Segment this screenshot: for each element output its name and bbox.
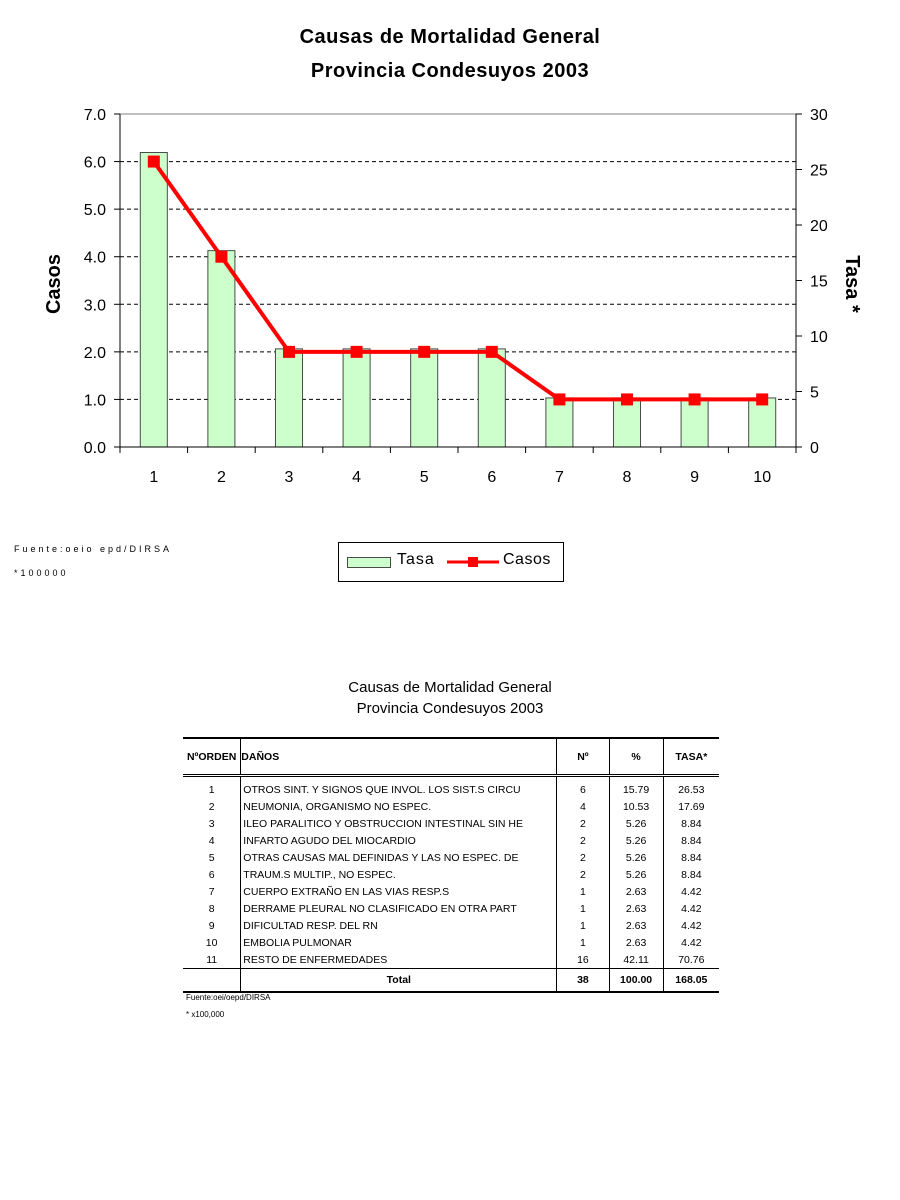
mortality-table <box>183 737 719 993</box>
row-dano: OTROS SINT. Y SIGNOS QUE INVOL. LOS SIST.S CIRCU <box>241 776 557 799</box>
table-row <box>183 849 719 866</box>
y2-tick-label: 10 <box>810 329 828 346</box>
row-dano: DIFICULTAD RESP. DEL RN <box>241 917 557 934</box>
x-tick-label: 8 <box>622 469 632 486</box>
casos-point <box>418 346 430 358</box>
row-pct: 2.63 <box>609 883 663 900</box>
table-title: Causas de Mortalidad General <box>348 679 552 696</box>
tasa-bar <box>478 349 505 447</box>
total-pct: 100.00 <box>609 969 663 993</box>
row-orden: 6 <box>208 868 215 881</box>
total-spacer <box>183 969 241 993</box>
x-tick-label: 6 <box>487 469 497 486</box>
row-pct: 2.63 <box>609 917 663 934</box>
row-dano: CUERPO EXTRAÑO EN LAS VIAS RESP.S <box>241 883 557 900</box>
tasa-bars <box>140 153 775 447</box>
row-dano: RESTO DE ENFERMEDADES <box>241 951 557 969</box>
chart-source-note: Fuente:oeio epd/DIRSA <box>14 544 173 554</box>
y-tick-label: 3.0 <box>83 297 106 315</box>
legend-casos-swatch <box>447 552 499 572</box>
row-dano: EMBOLIA PULMONAR <box>241 934 557 951</box>
row-tasa: 17.69 <box>678 800 705 813</box>
row-orden: 10 <box>205 936 218 949</box>
x-tick-label: 5 <box>419 469 429 486</box>
row-tasa: 8.84 <box>681 868 702 881</box>
row-orden: 7 <box>208 885 215 898</box>
chart-rate-note: *100000 <box>14 568 69 578</box>
row-pct: 5.26 <box>609 866 663 883</box>
table-row <box>183 832 719 849</box>
casos-point <box>148 156 160 168</box>
row-pct: 5.26 <box>609 815 663 832</box>
combo-chart <box>0 0 900 500</box>
row-dano: INFARTO AGUDO DEL MIOCARDIO <box>241 832 557 849</box>
x-tick-label: 7 <box>554 469 564 486</box>
x-tick-label: 2 <box>216 469 226 486</box>
header-tasa: TASA* <box>663 738 719 776</box>
row-pct: 2.63 <box>609 934 663 951</box>
y-tick-label: 2.0 <box>83 344 106 362</box>
y2-tick-label: 15 <box>810 273 828 291</box>
row-n: 1 <box>557 900 609 917</box>
tasa-bar <box>208 251 235 447</box>
y-tick-label: 0.0 <box>83 440 106 457</box>
table-total-row <box>183 969 719 993</box>
y2-tick-label: 5 <box>810 384 819 402</box>
tasa-bar <box>275 349 302 447</box>
row-pct: 5.26 <box>609 849 663 866</box>
row-n: 2 <box>557 832 609 849</box>
y2-axis-title: Tasa * <box>841 255 863 313</box>
y-tick-label: 1.0 <box>83 392 106 410</box>
x-tick-label: 10 <box>753 469 772 486</box>
row-n: 1 <box>557 917 609 934</box>
row-n: 6 <box>557 776 609 799</box>
x-tick-label: 3 <box>284 469 294 486</box>
casos-point <box>486 346 498 358</box>
y2-tick-label: 20 <box>810 218 828 235</box>
casos-point <box>215 251 227 263</box>
row-n: 2 <box>557 866 609 883</box>
row-pct: 2.63 <box>609 900 663 917</box>
casos-point <box>283 346 295 358</box>
row-tasa: 4.42 <box>681 919 702 932</box>
casos-point <box>351 346 363 358</box>
row-n: 2 <box>557 849 609 866</box>
row-pct: 10.53 <box>609 798 663 815</box>
table-row <box>183 934 719 951</box>
row-n: 16 <box>557 951 609 969</box>
row-n: 4 <box>557 798 609 815</box>
row-tasa: 70.76 <box>678 953 705 966</box>
legend-casos-label: Casos <box>503 551 551 568</box>
table-row <box>183 776 719 799</box>
row-pct: 15.79 <box>609 776 663 799</box>
y-tick-label: 4.0 <box>83 249 106 267</box>
table-row <box>183 917 719 934</box>
row-dano: DERRAME PLEURAL NO CLASIFICADO EN OTRA PART <box>241 900 557 917</box>
table-row <box>183 900 719 917</box>
x-tick-label: 9 <box>690 469 700 486</box>
row-tasa: 8.84 <box>681 817 702 830</box>
chart-subtitle: Provincia Condesuyos 2003 <box>310 60 590 82</box>
header-n: Nº <box>557 738 609 776</box>
table-rate-note: * x100,000 <box>186 1010 225 1019</box>
casos-point <box>756 393 768 405</box>
row-orden: 8 <box>208 902 215 915</box>
row-dano: NEUMONIA, ORGANISMO NO ESPEC. <box>241 798 557 815</box>
total-tasa: 168.05 <box>663 969 719 993</box>
y2-tick-label: 25 <box>810 162 828 180</box>
row-orden: 4 <box>208 834 215 847</box>
header-orden: NºORDEN <box>183 738 241 776</box>
table-row <box>183 951 719 969</box>
table-row <box>183 798 719 815</box>
row-tasa: 8.84 <box>681 834 702 847</box>
row-tasa: 26.53 <box>678 783 705 796</box>
tasa-bar <box>140 153 167 447</box>
chart-title: Causas de Mortalidad General <box>299 26 601 48</box>
row-n: 1 <box>557 883 609 900</box>
y2-tick-label: 30 <box>810 107 828 124</box>
tasa-bar <box>411 349 438 447</box>
casos-point <box>621 393 633 405</box>
header-pct: % <box>609 738 663 776</box>
total-label: Total <box>241 969 557 993</box>
row-orden: 2 <box>208 800 215 813</box>
total-n: 38 <box>557 969 609 993</box>
y-tick-label: 6.0 <box>83 154 106 172</box>
table-subtitle: Provincia Condesuyos 2003 <box>356 700 544 717</box>
row-n: 2 <box>557 815 609 832</box>
row-orden: 3 <box>208 817 215 830</box>
table-row <box>183 866 719 883</box>
table-row <box>183 883 719 900</box>
header-danos: DAÑOS <box>241 738 557 776</box>
row-orden: 1 <box>208 783 215 796</box>
table-header-row <box>183 738 719 776</box>
casos-point <box>689 393 701 405</box>
y-tick-label: 5.0 <box>83 202 106 220</box>
row-tasa: 4.42 <box>681 936 702 949</box>
row-orden: 11 <box>206 953 218 966</box>
legend-tasa-swatch <box>347 557 391 568</box>
y-axis-title: Casos <box>43 253 65 315</box>
y-tick-label: 7.0 <box>83 107 106 124</box>
row-n: 1 <box>557 934 609 951</box>
chart-legend <box>338 542 564 582</box>
table-source-note: Fuente:oei/oepd/DIRSA <box>186 993 271 1002</box>
row-tasa: 8.84 <box>681 851 702 864</box>
casos-point <box>553 393 565 405</box>
x-tick-label: 4 <box>352 469 362 486</box>
table-row <box>183 815 719 832</box>
row-orden: 5 <box>208 851 215 864</box>
row-tasa: 4.42 <box>681 902 702 915</box>
row-pct: 5.26 <box>609 832 663 849</box>
casos-series-line <box>154 162 762 400</box>
tasa-bar <box>343 349 370 447</box>
row-dano: OTRAS CAUSAS MAL DEFINIDAS Y LAS NO ESPEC. DE <box>241 849 557 866</box>
row-dano: ILEO PARALITICO Y OBSTRUCCION INTESTINAL SIN HE <box>241 815 557 832</box>
row-tasa: 4.42 <box>681 885 702 898</box>
x-tick-label: 1 <box>149 469 159 486</box>
row-pct: 42.11 <box>609 951 663 969</box>
axes <box>84 107 828 486</box>
casos-line <box>148 156 768 406</box>
legend-tasa-label: Tasa <box>397 551 435 568</box>
row-dano: TRAUM.S MULTIP., NO ESPEC. <box>241 866 557 883</box>
y2-tick-label: 0 <box>810 440 819 457</box>
row-orden: 9 <box>208 919 215 932</box>
